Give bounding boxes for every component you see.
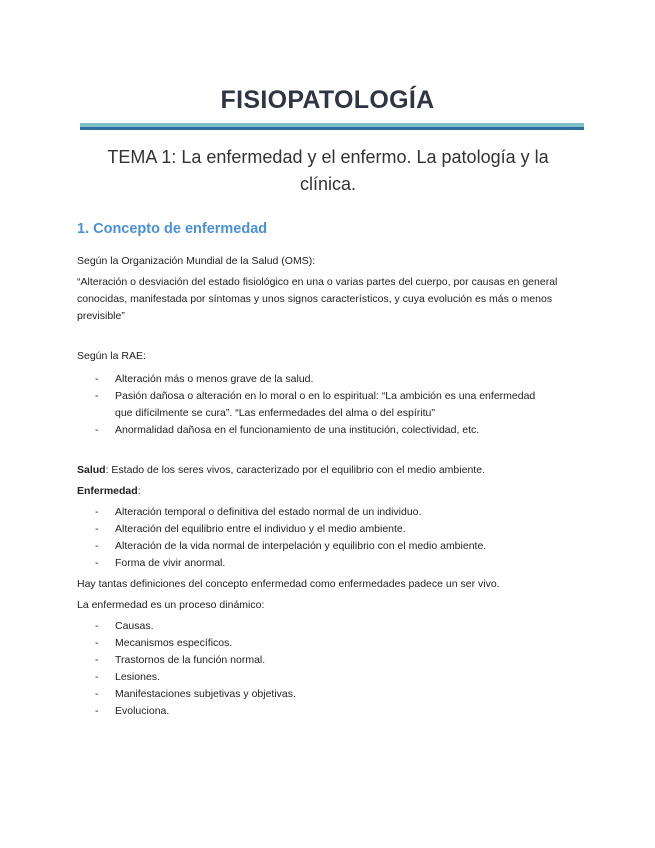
dash-bullet: - xyxy=(95,424,99,436)
dash-bullet: - xyxy=(95,620,99,632)
list-item xyxy=(95,669,555,686)
list-item xyxy=(95,422,555,439)
rae-intro: Según la RAE: xyxy=(77,350,146,362)
enfermedad-list xyxy=(95,504,555,572)
list-item-text: Causas. xyxy=(115,620,154,632)
tantas-definiciones-line: Hay tantas definiciones del concepto enfermedad como enfermedades padece un ser vivo. xyxy=(77,578,500,590)
oms-quote: “Alteración o desviación del estado fisiológico en una o varias partes del cuerpo, por causas en general conocidas, manifestada por síntomas y unos signos característicos, y cuya evolución es más o menos previsible” xyxy=(77,276,558,322)
enfermedad-term: Enfermedad xyxy=(77,485,138,497)
enfermedad-colon: : xyxy=(137,485,141,497)
list-item xyxy=(95,388,555,422)
salud-definition xyxy=(77,462,577,479)
document-subtitle: TEMA 1: La enfermedad y el enfermo. La patología y la clínica. xyxy=(107,147,549,194)
list-item-text: Manifestaciones subjetivas y objetivas. xyxy=(115,688,296,700)
list-item-text: Pasión dañosa o alteración en lo moral o en lo espiritual: “La ambición es una enfermedad que difícilmente se cura”. “Las enfermedades del alma o del espíritu” xyxy=(115,390,536,419)
dash-bullet: - xyxy=(95,557,99,569)
list-item xyxy=(95,504,555,521)
list-item-text: Alteración temporal o definitiva del estado normal de un individuo. xyxy=(115,506,422,518)
dash-bullet: - xyxy=(95,688,99,700)
proceso-list xyxy=(95,618,555,720)
title-underline-rule xyxy=(80,123,584,130)
section-heading: 1. Concepto de enfermedad xyxy=(77,221,268,237)
list-item xyxy=(95,371,555,388)
list-item-text: Lesiones. xyxy=(115,671,160,683)
list-item-text: Evoluciona. xyxy=(115,705,170,717)
list-item xyxy=(95,635,555,652)
list-item-text: Mecanismos específicos. xyxy=(115,637,233,649)
list-item xyxy=(95,618,555,635)
rae-list xyxy=(95,371,555,439)
list-item-text: Alteración de la vida normal de interpelación y equilibrio con el medio ambiente. xyxy=(115,540,487,552)
list-item xyxy=(95,555,555,572)
list-item xyxy=(95,652,555,669)
dash-bullet: - xyxy=(95,523,99,535)
enfermedad-label xyxy=(77,483,577,500)
dash-bullet: - xyxy=(95,540,99,552)
list-item-text: Alteración más o menos grave de la salud. xyxy=(115,373,314,385)
list-item-text: Trastornos de la función normal. xyxy=(115,654,266,666)
list-item-text: Alteración del equilibrio entre el individuo y el medio ambiente. xyxy=(115,523,406,535)
list-item-text: Forma de vivir anormal. xyxy=(115,557,226,569)
oms-intro: Según la Organización Mundial de la Salud (OMS): xyxy=(77,255,316,267)
list-item xyxy=(95,521,555,538)
list-item-text: Anormalidad dañosa en el funcionamiento de una institución, colectividad, etc. xyxy=(115,424,480,436)
proceso-intro: La enfermedad es un proceso dinámico: xyxy=(77,599,265,611)
document-title: FISIOPATOLOGÍA xyxy=(220,86,435,114)
dash-bullet: - xyxy=(95,637,99,649)
dash-bullet: - xyxy=(95,705,99,717)
dash-bullet: - xyxy=(95,506,99,518)
dash-bullet: - xyxy=(95,671,99,683)
salud-def-text: : Estado de los seres vivos, caracterizado por el equilibrio con el medio ambiente. xyxy=(105,464,485,476)
dash-bullet: - xyxy=(95,373,99,385)
dash-bullet: - xyxy=(95,654,99,666)
salud-term: Salud xyxy=(77,464,106,476)
list-item xyxy=(95,686,555,703)
list-item xyxy=(95,538,555,555)
list-item xyxy=(95,703,555,720)
dash-bullet: - xyxy=(95,390,99,402)
